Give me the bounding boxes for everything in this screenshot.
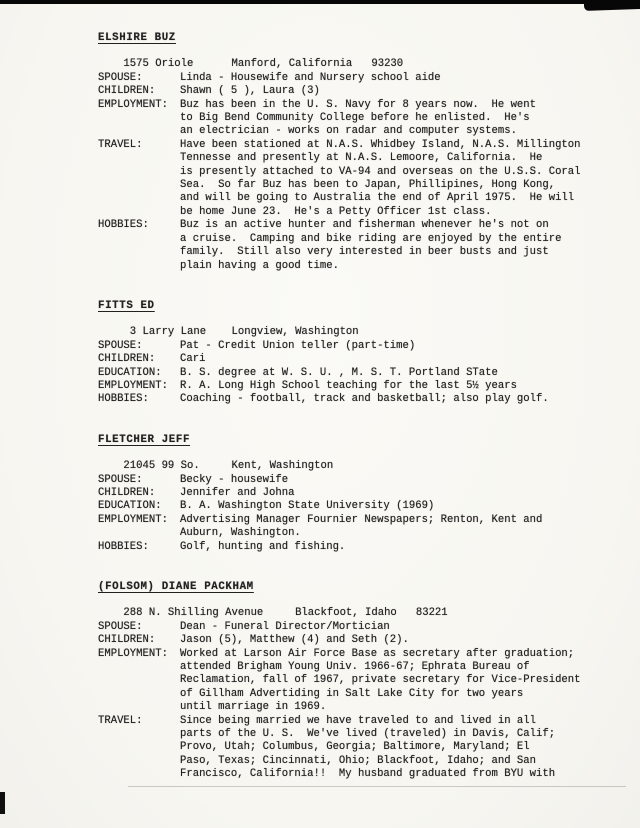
field-value-line: Auburn, Washington. [180, 527, 301, 540]
field-value-line: is presently attached to VA-94 and overseas on the U.S.S. Coral [180, 165, 581, 178]
field-label: CHILDREN: [98, 634, 156, 647]
field-value [180, 99, 610, 139]
entry-field-row [98, 380, 610, 393]
field-value-line: be home June 23. He's a Petty Officer 1st class. [180, 205, 492, 218]
field-value-line: an electrician - works on radar and computer systems. [180, 125, 517, 138]
field-label: CHILDREN: [98, 85, 156, 98]
entry-address: 288 N. Shilling Avenue Blackfoot, Idaho 83221 [98, 607, 448, 620]
entry-field-row [98, 541, 610, 554]
entry-name-text: FLETCHER JEFF [98, 433, 191, 446]
field-label: CHILDREN: [98, 486, 156, 499]
field-label: EMPLOYMENT: [98, 379, 168, 392]
entry-field-row [98, 634, 610, 647]
field-value-line: Provo, Utah; Columbus, Georgia; Baltimore, Maryland; El [180, 741, 530, 754]
field-value [180, 72, 610, 85]
entry-field-row [98, 340, 610, 353]
field-value-line: until marriage in 1969. [180, 701, 327, 714]
directory-entries [98, 32, 610, 809]
field-value [180, 500, 610, 513]
field-label: SPOUSE: [98, 620, 143, 633]
field-value [180, 715, 610, 782]
field-value-line: Cari [180, 353, 206, 366]
entry-field-row [98, 474, 610, 487]
field-value-line: family. Still also very interested in beer busts and just [180, 246, 549, 259]
scan-artifact-top-bar [0, 0, 640, 4]
field-label: SPOUSE: [98, 339, 143, 352]
field-value-line: Jason (5), Matthew (4) and Seth (2). [180, 634, 409, 647]
entry-field-row [98, 72, 610, 85]
entry-name-text: (FOLSOM) DIANE PACKHAM [98, 581, 254, 593]
entry-field-row [98, 85, 610, 98]
entry-address: 1575 Oriole Manford, California 93230 [98, 58, 404, 71]
field-label: EMPLOYMENT: [98, 98, 168, 111]
field-value [180, 139, 610, 219]
entry-name [98, 434, 610, 460]
field-label: TRAVEL: [98, 138, 143, 151]
field-value-line: Coaching - football, track and basketball; also play golf. [180, 393, 549, 406]
entry-name-text: FITTS ED [98, 299, 155, 312]
field-value [180, 340, 610, 353]
scan-artifact-top-right-wedge [584, 0, 640, 11]
field-value-line: Pat - Credit Union teller (part-time) [180, 339, 416, 352]
entry-field-row [98, 487, 610, 500]
field-value-line: R. A. Long High School teaching for the last 5½ years [180, 379, 517, 392]
field-value [180, 380, 610, 393]
field-value-line: Shawn ( 5 ), Laura (3) [180, 85, 320, 98]
field-value-line: Golf, hunting and fishing. [180, 540, 346, 553]
field-value-line: attended Brigham Young Univ. 1966-67; Ephrata Bureau of [180, 661, 530, 674]
field-label: HOBBIES: [98, 540, 149, 553]
entry-field-row [98, 514, 610, 541]
field-value-line: Linda - Housewife and Nursery school aide [180, 71, 441, 84]
field-label: EDUCATION: [98, 366, 162, 379]
entry-field-row [98, 367, 610, 380]
entry-name [98, 300, 610, 326]
entry-name [98, 581, 610, 607]
entry-field-row [98, 648, 610, 715]
scan-artifact-left-mark [0, 792, 5, 814]
field-value-line: Tennesse and presently at N.A.S. Lemoore, California. He [180, 152, 543, 165]
scan-artifact-bottom-line [128, 786, 626, 787]
field-value [180, 367, 610, 380]
entry-field-row [98, 353, 610, 366]
field-value-line: Reclamation, fall of 1967, private secretary for Vice-President [180, 674, 581, 687]
field-value-line: Becky - housewife [180, 473, 289, 486]
field-value [180, 353, 610, 366]
field-value-line: Buz is an active hunter and fisherman whenever he's not on [180, 219, 549, 232]
entry-field-row [98, 621, 610, 634]
field-value-line: parts of the U. S. We've lived (traveled) in Davis, Calif; [180, 728, 556, 741]
field-label: HOBBIES: [98, 219, 149, 232]
field-value [180, 219, 610, 273]
field-label: SPOUSE: [98, 473, 143, 486]
entry-field-row [98, 715, 610, 782]
field-value-line: and will be going to Australia the end of April 1975. He will [180, 192, 575, 205]
field-label: HOBBIES: [98, 393, 149, 406]
entry-address: 21045 99 So. Kent, Washington [98, 460, 334, 473]
field-value-line: to Big Bend Community College before he enlisted. He's [180, 112, 530, 125]
entry-field-row [98, 219, 610, 273]
field-value-line: a cruise. Camping and bike riding are enjoyed by the entire [180, 232, 562, 245]
field-value [180, 85, 610, 98]
entry-field-row [98, 393, 610, 406]
field-label: EDUCATION: [98, 500, 162, 513]
directory-entry [98, 434, 610, 554]
field-value [180, 648, 610, 715]
field-value-line: Worked at Larson Air Force Base as secretary after graduation; [180, 647, 575, 660]
field-value-line: Dean - Funeral Director/Mortician [180, 620, 390, 633]
field-value [180, 393, 610, 406]
directory-entry [98, 32, 610, 273]
directory-entry [98, 581, 610, 782]
field-value-line: Sea. So far Buz has been to Japan, Phillipines, Hong Kong, [180, 179, 556, 192]
field-value-line: Jennifer and Johna [180, 486, 295, 499]
field-value-line: Advertising Manager Fournier Newspapers; Renton, Kent and [180, 513, 543, 526]
field-value-line: Buz has been in the U. S. Navy for 8 years now. He went [180, 98, 537, 111]
field-value-line: of Gillham Advertiding in Salt Lake City for two years [180, 687, 524, 700]
field-value-line: Francisco, California!! My husband graduated from BYU with [180, 768, 556, 781]
field-label: EMPLOYMENT: [98, 647, 168, 660]
entry-name-text: ELSHIRE BUZ [98, 32, 176, 44]
entry-name [98, 32, 610, 58]
field-value-line: Paso, Texas; Cincinnati, Ohio; Blackfoot, Idaho; and San [180, 754, 537, 767]
field-value-line: B. S. degree at W. S. U. , M. S. T. Portland STate [180, 366, 498, 379]
field-value [180, 487, 610, 500]
directory-entry [98, 300, 610, 407]
field-value [180, 621, 610, 634]
entry-address: 3 Larry Lane Longview, Washington [98, 326, 359, 339]
field-value-line: B. A. Washington State University (1969) [180, 500, 435, 513]
entry-field-row [98, 500, 610, 513]
field-value-line: Since being married we have traveled to and lived in all [180, 714, 537, 727]
field-value-line: plain having a good time. [180, 259, 339, 272]
entry-field-row [98, 139, 610, 219]
field-value [180, 634, 610, 647]
field-value [180, 474, 610, 487]
field-label: TRAVEL: [98, 714, 143, 727]
entry-field-row [98, 99, 610, 139]
field-label: SPOUSE: [98, 71, 143, 84]
field-label: CHILDREN: [98, 353, 156, 366]
field-label: EMPLOYMENT: [98, 513, 168, 526]
field-value-line: Have been stationed at N.A.S. Whidbey Island, N.A.S. Millington [180, 138, 581, 151]
field-value [180, 514, 610, 541]
field-value [180, 541, 610, 554]
